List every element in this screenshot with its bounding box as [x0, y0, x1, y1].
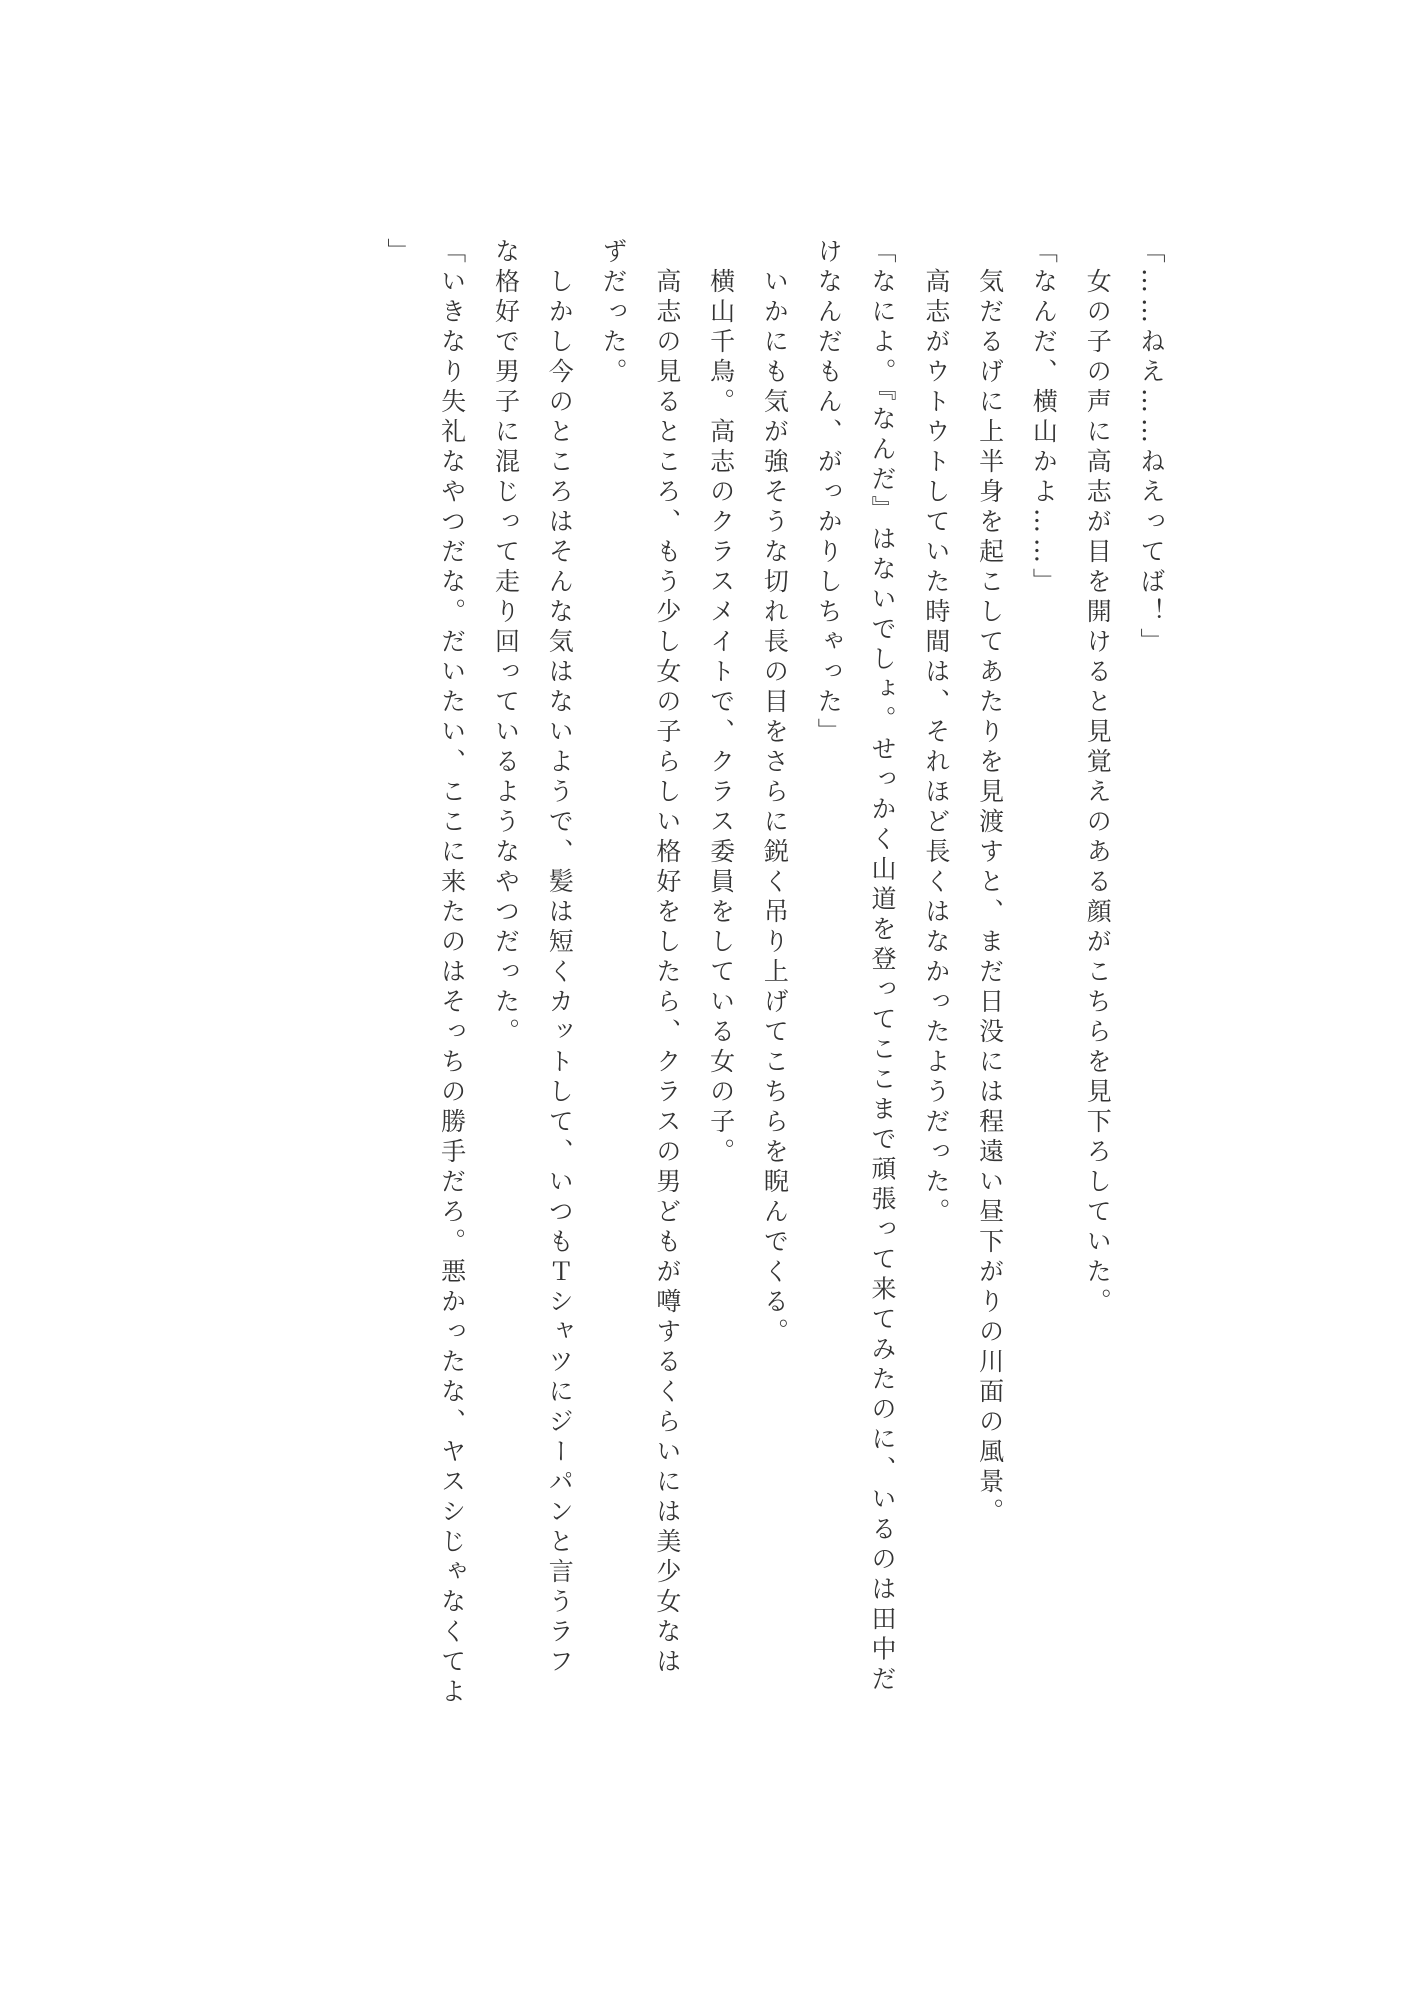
text-line-4: 気だるげに上半身を起こしてあたりを見渡すと、まだ日没には程遠い昼下がりの川面の風景。	[975, 238, 1005, 1528]
text-line-13: な格好で男子に混じって走り回っているようなやつだった。	[491, 238, 521, 1048]
text-line-7: けなんだもん、がっかりしちゃった」	[814, 238, 844, 748]
text-line-14: 「いきなり失礼なやつだな。だいたい、ここに来たのはそっちの勝手だろ。悪かったな、ヤスシじゃなくてよ	[437, 238, 467, 1708]
vertical-text-body	[371, 238, 1178, 1848]
text-line-15: 」	[383, 238, 413, 268]
text-line-1: 「……ねえ……ねえってば！」	[1137, 238, 1166, 658]
text-line-8: いかにも気が強そうな切れ長の目をさらに鋭く吊り上げてこちらを睨んでくる。	[760, 238, 790, 1348]
text-line-10: 高志の見るところ、もう少し女の子らしい格好をしたら、クラスの男どもが噂するくらいには美少女なは	[652, 238, 682, 1678]
text-line-5: 高志がウトウトしていた時間は、それほど長くはなかったようだった。	[921, 238, 951, 1228]
text-line-9: 横山千鳥。高志のクラスメイトで、クラス委員をしている女の子。	[706, 238, 736, 1168]
text-line-2: 女の子の声に高志が目を開けると見覚えのある顔がこちらを見下ろしていた。	[1083, 238, 1113, 1318]
text-line-12: しかし今のところはそんな気はないようで、髪は短くカットして、いつもＴシャツにジーパンと言うラフ	[545, 238, 575, 1678]
text-line-3: 「なんだ、横山かよ……」	[1029, 238, 1059, 598]
text-line-6: 「なによ。『なんだ』はないでしょ。せっかく山道を登ってここまで頑張って来てみたのに、いるのは田中だ	[868, 238, 898, 1696]
text-line-11: ずだった。	[599, 238, 629, 388]
